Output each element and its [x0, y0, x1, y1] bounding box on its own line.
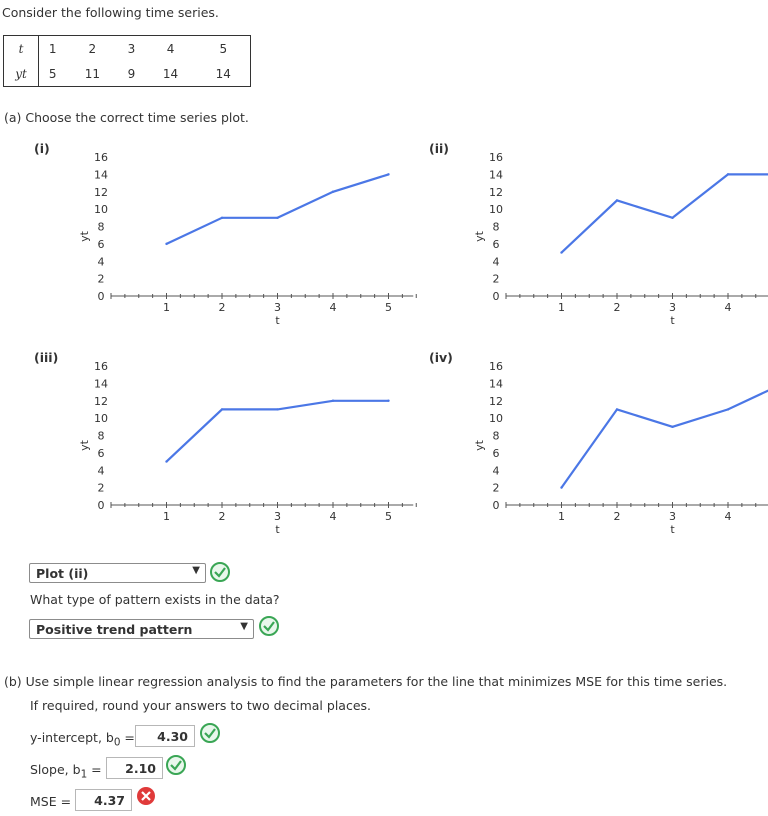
y-tick-label: 2 — [492, 481, 500, 495]
y-tick-label: 16 — [489, 151, 503, 164]
data-point — [276, 408, 278, 410]
series-line — [167, 174, 389, 244]
correct-check-icon — [166, 755, 186, 775]
y-tick-label: 4 — [97, 255, 105, 269]
slope-subscript: 1 — [80, 768, 88, 781]
correct-check-icon — [210, 562, 230, 582]
data-point — [727, 408, 729, 410]
y-tick-label: 8 — [492, 429, 500, 443]
data-point — [616, 199, 618, 201]
y-tick-label: 10 — [94, 203, 108, 217]
table-cell: 1 — [48, 41, 57, 56]
data-point — [727, 173, 729, 175]
plot-label-ii: (ii) — [429, 141, 449, 156]
data-point — [165, 243, 167, 245]
y-axis-label: yt — [78, 440, 91, 451]
pattern-select-value: Positive trend pattern — [36, 622, 193, 637]
data-point — [221, 217, 223, 219]
table-cell: 4 — [166, 41, 175, 56]
series-line — [562, 174, 768, 252]
x-tick-label: 1 — [163, 301, 170, 314]
series-line — [562, 383, 768, 487]
table-header-t: t — [4, 36, 39, 62]
x-axis-label: t — [275, 314, 280, 327]
table-header-y: yt — [4, 61, 39, 87]
correct-check-icon — [200, 723, 220, 743]
plot-label-iv: (iv) — [429, 350, 453, 365]
slope-label-text: Slope, b — [30, 762, 81, 777]
x-tick-label: 2 — [613, 301, 621, 314]
y-tick-label: 6 — [492, 237, 500, 251]
data-point — [165, 460, 167, 462]
y-tick-label: 6 — [492, 446, 500, 460]
table-cell: 14 — [215, 66, 231, 81]
pattern-question: What type of pattern exists in the data? — [30, 592, 280, 607]
x-tick-label: 4 — [724, 510, 732, 523]
y-tick-label: 14 — [489, 168, 503, 182]
intercept-label-text: y-intercept, b — [30, 730, 114, 745]
intercept-label: y-intercept, $b_0$ = — [30, 730, 135, 749]
x-tick-label: 5 — [385, 301, 392, 314]
y-tick-label: 0 — [97, 499, 105, 512]
y-tick-label: 8 — [97, 220, 105, 234]
x-tick-label: 3 — [274, 510, 281, 523]
data-point — [276, 217, 278, 219]
y-tick-label: 2 — [97, 272, 105, 286]
y-tick-label: 10 — [94, 412, 108, 426]
x-tick-label: 3 — [669, 510, 676, 523]
y-tick-label: 16 — [94, 151, 108, 164]
y-tick-label: 10 — [489, 203, 503, 217]
data-point — [387, 400, 389, 402]
x-tick-label: 2 — [218, 510, 226, 523]
slope-label: Slope, $b_1$ = — [30, 762, 102, 781]
data-point — [616, 408, 618, 410]
chevron-down-icon: ▼ — [192, 565, 200, 576]
y-tick-label: 6 — [97, 237, 105, 251]
intercept-subscript: 0 — [113, 736, 121, 749]
y-tick-label: 12 — [94, 394, 108, 408]
data-point — [332, 191, 334, 193]
y-tick-label: 14 — [94, 168, 108, 182]
round-note: If required, round your answers to two decimal places. — [30, 698, 371, 713]
y-tick-label: 8 — [492, 220, 500, 234]
y-tick-label: 8 — [97, 429, 105, 443]
table-cell: 5 — [219, 41, 228, 56]
plot-select-value: Plot (ii) — [36, 566, 89, 581]
x-axis-label: t — [670, 523, 675, 536]
x-tick-label: 1 — [558, 510, 565, 523]
x-tick-label: 4 — [329, 301, 337, 314]
data-point — [387, 173, 389, 175]
table-cell: 3 — [127, 41, 136, 56]
y-tick-label: 4 — [492, 255, 500, 269]
x-tick-label: 4 — [329, 510, 337, 523]
y-axis-label: yt — [473, 440, 486, 451]
table-cell: 2 — [88, 41, 97, 56]
table-cell: 5 — [48, 66, 57, 81]
data-point — [560, 251, 562, 253]
x-tick-label: 2 — [218, 301, 226, 314]
y-tick-label: 6 — [97, 446, 105, 460]
pattern-select[interactable] — [29, 619, 254, 639]
intercept-input[interactable]: 4.30 — [135, 725, 195, 747]
x-tick-label: 1 — [163, 510, 170, 523]
y-tick-label: 16 — [94, 360, 108, 373]
x-tick-label: 1 — [558, 301, 565, 314]
x-axis-label: t — [275, 523, 280, 536]
intro-text: Consider the following time series. — [2, 5, 219, 20]
y-tick-label: 0 — [492, 499, 500, 512]
slope-input[interactable]: 2.10 — [106, 757, 163, 779]
y-tick-label: 10 — [489, 412, 503, 426]
data-point — [332, 400, 334, 402]
chevron-down-icon: ▼ — [240, 621, 248, 632]
data-point — [221, 408, 223, 410]
y-tick-label: 4 — [492, 464, 500, 478]
data-point — [671, 426, 673, 428]
y-tick-label: 4 — [97, 464, 105, 478]
data-point — [671, 217, 673, 219]
y-tick-label: 0 — [492, 290, 500, 303]
y-tick-label: 0 — [97, 290, 105, 303]
table-cell: 11 — [84, 66, 100, 81]
incorrect-x-icon — [137, 787, 155, 805]
mse-label: MSE = — [30, 794, 72, 809]
y-tick-label: 14 — [489, 377, 503, 391]
x-tick-label: 5 — [385, 510, 392, 523]
x-tick-label: 2 — [613, 510, 621, 523]
y-tick-label: 2 — [492, 272, 500, 286]
x-tick-label: 3 — [669, 301, 676, 314]
y-tick-label: 12 — [489, 185, 503, 199]
x-axis-label: t — [670, 314, 675, 327]
plot-label-iii: (iii) — [34, 350, 59, 365]
table-cell: 9 — [127, 66, 136, 81]
x-tick-label: 4 — [724, 301, 732, 314]
y-tick-label: 2 — [97, 481, 105, 495]
y-axis-label: yt — [78, 231, 91, 242]
y-tick-label: 12 — [489, 394, 503, 408]
data-point — [560, 486, 562, 488]
y-axis-label: yt — [473, 231, 486, 242]
y-tick-label: 14 — [94, 377, 108, 391]
mse-input[interactable]: 4.37 — [75, 789, 132, 811]
correct-check-icon — [259, 616, 279, 636]
plot-select[interactable] — [29, 563, 206, 583]
table-cell: 14 — [162, 66, 179, 81]
x-tick-label: 3 — [274, 301, 281, 314]
y-tick-label: 16 — [489, 360, 503, 373]
part-b-prompt: (b) Use simple linear regression analysis to find the parameters for the line that minimizes MSE for this time series. — [4, 674, 728, 689]
part-a-prompt: (a) Choose the correct time series plot. — [4, 110, 249, 125]
y-tick-label: 12 — [94, 185, 108, 199]
plot-label-i: (i) — [34, 141, 50, 156]
